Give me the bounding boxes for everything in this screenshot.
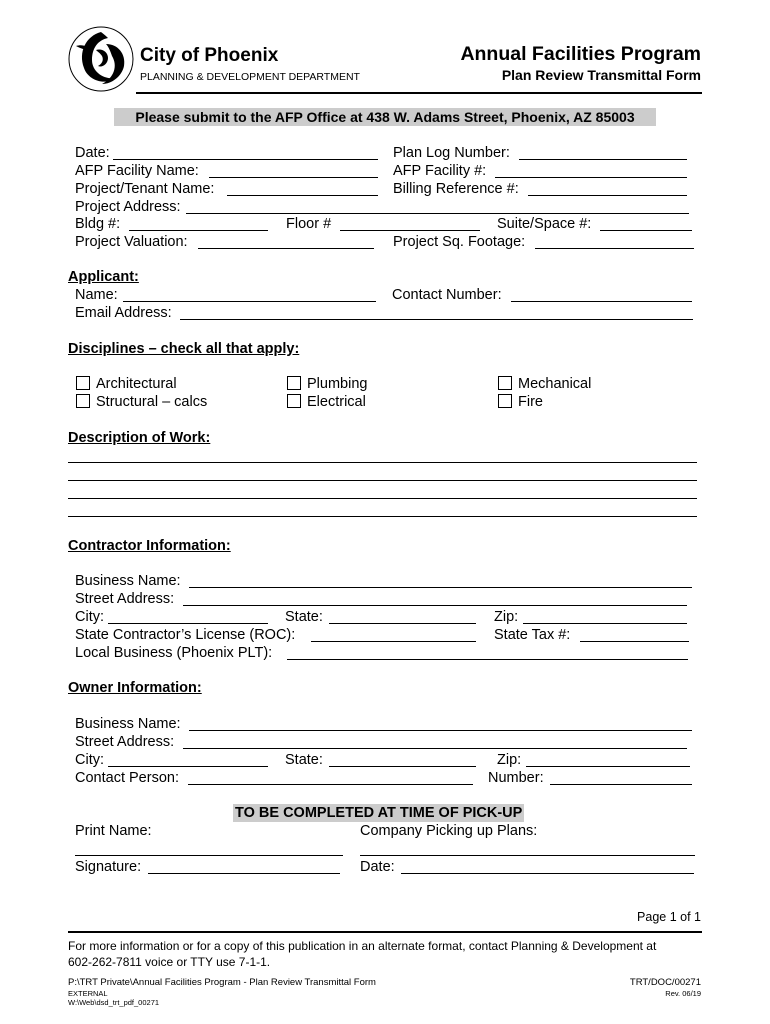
owner-business-label: Business Name: [75,716,181,732]
architectural-checkbox[interactable] [76,376,90,390]
structural-label: Structural – calcs [96,394,208,410]
org-name: City of Phoenix [140,45,279,66]
facility-number-label: AFP Facility #: [393,163,487,179]
owner-zip-field[interactable] [526,766,690,767]
fire-checkbox[interactable] [498,394,512,408]
description-line-3[interactable] [68,498,697,499]
revision: Rev. 06/19 [665,989,701,998]
plan-log-field[interactable] [519,159,687,160]
contractor-license-field[interactable] [311,641,476,642]
contractor-street-label: Street Address: [75,591,175,607]
floor-field[interactable] [340,230,480,231]
floor-label: Floor # [286,216,332,232]
date-field[interactable] [113,159,378,160]
page-number: Page 1 of 1 [637,910,701,924]
structural-checkbox[interactable] [76,394,90,408]
footer-rule [68,931,702,933]
external-tag: EXTERNAL [68,989,108,998]
contractor-tax-field[interactable] [580,641,689,642]
facility-name-label: AFP Facility Name: [75,163,199,179]
project-address-label: Project Address: [75,199,181,215]
owner-street-field[interactable] [183,748,687,749]
applicant-name-label: Name: [75,287,118,303]
applicant-heading: Applicant: [68,269,139,285]
owner-city-label: City: [75,752,104,768]
facility-number-field[interactable] [495,177,687,178]
contractor-zip-field[interactable] [523,623,687,624]
info-line-2: 602-262-7811 voice or TTY use 7-1-1. [68,955,271,969]
print-name-field[interactable] [75,855,343,856]
contractor-state-label: State: [285,609,323,625]
pickup-date-field[interactable] [401,873,694,874]
billing-reference-field[interactable] [528,195,687,196]
owner-contact-field[interactable] [188,784,473,785]
architectural-label: Architectural [96,376,177,392]
description-heading: Description of Work: [68,430,211,446]
tenant-name-field[interactable] [227,195,378,196]
print-name-label: Print Name: [75,823,152,839]
bldg-label: Bldg #: [75,216,121,232]
contractor-street-field[interactable] [183,605,687,606]
billing-reference-label: Billing Reference #: [393,181,519,197]
department-name: PLANNING & DEVELOPMENT DEPARTMENT [140,71,360,83]
contractor-city-field[interactable] [108,623,268,624]
owner-contact-label: Contact Person: [75,770,179,786]
contact-number-label: Contact Number: [392,287,502,303]
owner-business-field[interactable] [189,730,692,731]
contractor-license-label: State Contractor’s License (ROC): [75,627,296,643]
doc-number: TRT/DOC/00271 [629,977,701,988]
plumbing-checkbox[interactable] [287,376,301,390]
form-title: Plan Review Transmittal Form [501,67,701,83]
info-line-1: For more information or for a copy of this publication in an alternate format, contact Planning & Development at [68,939,657,953]
fire-label: Fire [518,394,543,410]
electrical-label: Electrical [307,394,366,410]
submit-note: Please submit to the AFP Office at 438 W. Adams Street, Phoenix, AZ 85003 [114,108,656,126]
contractor-local-label: Local Business (Phoenix PLT): [75,645,273,661]
bldg-field[interactable] [129,230,268,231]
sq-footage-label: Project Sq. Footage: [393,234,526,250]
contractor-city-label: City: [75,609,104,625]
mechanical-label: Mechanical [518,376,592,392]
facility-name-field[interactable] [209,177,378,178]
owner-city-field[interactable] [108,766,268,767]
pickup-date-label: Date: [360,859,395,875]
date-label: Date: [75,145,110,161]
project-address-field[interactable] [186,213,689,214]
contractor-tax-label: State Tax #: [494,627,571,643]
owner-state-field[interactable] [329,766,476,767]
valuation-label: Project Valuation: [75,234,188,250]
owner-zip-label: Zip: [497,752,522,768]
contact-number-field[interactable] [511,301,692,302]
phoenix-logo-icon [68,26,134,92]
owner-number-field[interactable] [550,784,692,785]
suite-label: Suite/Space #: [497,216,592,232]
owner-street-label: Street Address: [75,734,175,750]
contractor-business-label: Business Name: [75,573,181,589]
company-field[interactable] [360,855,695,856]
pickup-heading: TO BE COMPLETED AT TIME OF PICK-UP [235,805,523,821]
plan-log-label: Plan Log Number: [393,145,510,161]
suite-field[interactable] [600,230,692,231]
contractor-zip-label: Zip: [494,609,519,625]
disciplines-heading: Disciplines – check all that apply: [68,341,300,357]
signature-label: Signature: [75,859,142,875]
applicant-name-field[interactable] [123,301,376,302]
description-line-2[interactable] [68,480,697,481]
owner-heading: Owner Information: [68,680,202,696]
valuation-field[interactable] [198,248,374,249]
header-rule [136,92,702,94]
contractor-business-field[interactable] [189,587,692,588]
description-line-1[interactable] [68,462,697,463]
program-title: Annual Facilities Program [460,43,701,65]
signature-field[interactable] [148,873,340,874]
tenant-name-label: Project/Tenant Name: [75,181,215,197]
mechanical-checkbox[interactable] [498,376,512,390]
contractor-state-field[interactable] [329,623,476,624]
email-field[interactable] [180,319,693,320]
plumbing-label: Plumbing [307,376,368,392]
electrical-checkbox[interactable] [287,394,301,408]
email-label: Email Address: [75,305,172,321]
web-path: W:\Web\dsd_trt_pdf_00271 [68,998,160,1007]
sq-footage-field[interactable] [535,248,694,249]
owner-state-label: State: [285,752,323,768]
contractor-heading: Contractor Information: [68,538,231,554]
company-label: Company Picking up Plans: [360,823,538,839]
owner-number-label: Number: [488,770,544,786]
contractor-local-field[interactable] [287,659,688,660]
file-path: P:\TRT Private\Annual Facilities Program - Plan Review Transmittal Form [68,977,376,988]
description-line-4[interactable] [68,516,697,517]
